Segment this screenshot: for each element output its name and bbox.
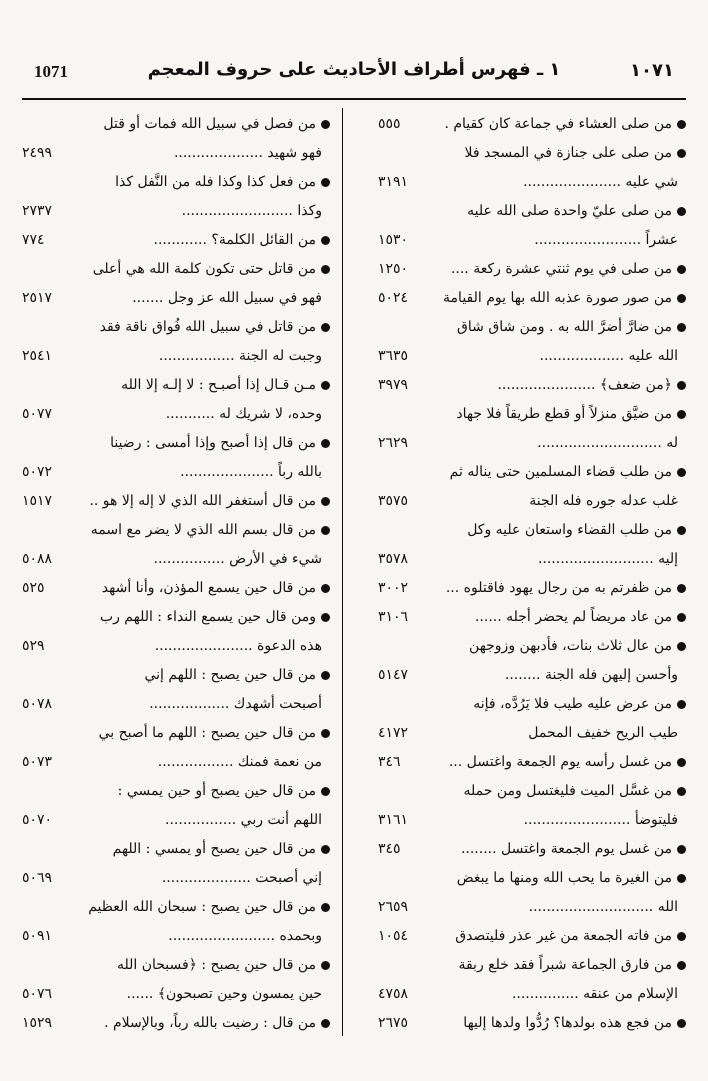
entry-text: الإسلام من عنقه ...............	[511, 986, 678, 1002]
entry-text: من ضيَّق منزلاً أو قطع طريقاً فلا جهاد	[456, 406, 672, 422]
header-rule	[22, 98, 686, 100]
entry-line	[20, 690, 328, 719]
index-entry	[376, 400, 684, 458]
entry-text: وحده، لا شريك له ...........	[165, 406, 322, 422]
entry-line	[376, 110, 684, 139]
index-entry	[376, 922, 684, 951]
entry-line	[376, 197, 684, 226]
entry-text: من قال إذا أصبح وإذا أمسى : رضينا	[110, 435, 316, 451]
entry-line	[20, 458, 328, 487]
entry-text: بالله رباً .....................	[180, 464, 322, 480]
index-entry	[20, 777, 328, 835]
index-entry	[20, 719, 328, 777]
entry-text: من صور صورة عذبه الله بها يوم القيامة	[443, 290, 672, 306]
entry-line	[20, 139, 328, 168]
entry-line	[376, 226, 684, 255]
entry-text: من غسل رأسه يوم الجمعة واغتسل ...	[448, 754, 672, 770]
entry-text: من غسل يوم الجمعة واغتسل ........	[460, 841, 672, 857]
entry-text: من طلب القضاء واستعان عليه وكل	[467, 522, 672, 538]
entry-text: عشراً ........................	[534, 232, 678, 248]
index-entry	[376, 951, 684, 1009]
entry-line	[20, 197, 328, 226]
entry-text: طيب الريح خفيف المحمل	[528, 725, 678, 741]
entry-line	[20, 835, 328, 864]
hadith-number: ٣٤٥	[378, 841, 401, 857]
entry-line	[376, 139, 684, 168]
entry-line	[376, 342, 684, 371]
entry-line	[376, 255, 684, 284]
entry-line	[376, 168, 684, 197]
entry-text: من فارق الجماعة شبراً فقد خلع ربقة	[458, 957, 672, 973]
entry-line	[20, 748, 328, 777]
entry-line	[376, 980, 684, 1009]
hadith-number: ٣٤٦	[378, 754, 401, 770]
hadith-number: ٥٠٨٨	[22, 551, 53, 567]
entry-line	[20, 168, 328, 197]
entry-text: من غسَّل الميت فليغتسل ومن حمله	[463, 783, 672, 799]
index-entry	[20, 371, 328, 429]
entry-text: من ضارَّ أضرَّ الله به . ومن شاق شاق	[457, 319, 672, 335]
index-entry	[20, 487, 328, 516]
entry-text: من قاتل في سبيل الله فُواق ناقة فقد	[99, 319, 316, 335]
entry-line	[376, 632, 684, 661]
left-column	[20, 110, 328, 1041]
hadith-number: ٥٠٧٠	[22, 812, 53, 828]
entry-text: الله ............................	[528, 899, 678, 915]
hadith-number: ٥٠٧٣	[22, 754, 53, 770]
entry-line	[20, 1009, 328, 1038]
page-header	[28, 50, 680, 94]
entry-text: من صلى عليّ واحدة صلى الله عليه	[467, 203, 672, 219]
entry-text: له ............................	[537, 435, 678, 451]
index-entry	[20, 893, 328, 951]
entry-text: إليه ..........................	[537, 551, 678, 567]
index-entry	[376, 1009, 684, 1038]
entry-text: من طلب قضاء المسلمين حتى يناله ثم	[449, 464, 672, 480]
entry-line	[376, 371, 684, 400]
entry-text: من صلى على جنازة في المسجد فلا	[464, 145, 672, 161]
entry-text: من قال أستغفر الله الذي لا إله إلا هو ..	[89, 493, 316, 509]
entry-text: من ظفرتم به من رجال يهود فاقتلوه ...	[445, 580, 672, 596]
hadith-number: ٥٠٧٦	[22, 986, 53, 1002]
entry-text: من قال بسم الله الذي لا يضر مع اسمه	[90, 522, 316, 538]
entry-line	[20, 777, 328, 806]
index-entry	[20, 168, 328, 226]
index-entry	[376, 255, 684, 284]
index-entry	[376, 458, 684, 516]
entry-line	[376, 458, 684, 487]
index-entry	[20, 255, 328, 313]
right-column	[376, 110, 684, 1041]
entry-line	[20, 719, 328, 748]
entry-text: من فصل في سبيل الله فمات أو قتل	[103, 116, 316, 132]
entry-line	[376, 864, 684, 893]
entry-text: حين يمسون وحين تصبحون﴾ ......	[126, 986, 322, 1002]
entry-text: من قال حين يصبح أو يمسي : اللهم	[112, 841, 316, 857]
entry-line	[20, 226, 328, 255]
hadith-number: ٥٠٦٩	[22, 870, 53, 886]
entry-line	[376, 284, 684, 313]
entry-line	[20, 110, 328, 139]
entry-text: فهو شهيد ....................	[173, 145, 322, 161]
entry-line	[20, 632, 328, 661]
entry-line	[376, 922, 684, 951]
entry-line	[376, 574, 684, 603]
hadith-number: ٥٥٥	[378, 116, 401, 132]
entry-line	[376, 835, 684, 864]
hadith-number: ١٥٣٠	[378, 232, 409, 248]
entry-text: اللهم أنت ربي ................	[165, 812, 322, 828]
entry-line	[20, 574, 328, 603]
entry-line	[20, 864, 328, 893]
entry-text: من قاتل حتى تكون كلمة الله هي أعلى	[92, 261, 316, 277]
entry-line	[376, 1009, 684, 1038]
index-entry	[20, 110, 328, 168]
hadith-number: ٣٠٠٢	[378, 580, 409, 596]
entry-line	[20, 371, 328, 400]
index-entry	[376, 777, 684, 835]
entry-text: شي عليه ......................	[523, 174, 678, 190]
entry-text: من صلى العشاء في جماعة كان كقيام .	[444, 116, 672, 132]
index-entry	[20, 661, 328, 719]
entry-text: من فعل كذا وكذا فله من النَّفل كذا	[115, 174, 316, 190]
entry-line	[376, 806, 684, 835]
entry-text: ومن قال حين يسمع النداء : اللهم رب	[99, 609, 316, 625]
index-entry	[376, 284, 684, 313]
page-number-arabic: ١٠٧١	[630, 60, 674, 81]
entry-line	[20, 400, 328, 429]
hadith-number: ٤٧٥٨	[378, 986, 409, 1002]
entry-line	[376, 429, 684, 458]
entry-text: من القائل الكلمة؟ ............	[153, 232, 316, 248]
entry-text: من عال ثلاث بنات، فأدبهن وزوجهن	[469, 638, 672, 654]
entry-line	[20, 487, 328, 516]
hadith-number: ٢٦٥٩	[378, 899, 409, 915]
hadith-number: ٥٢٥	[22, 580, 45, 596]
index-entry	[20, 1009, 328, 1038]
hadith-number: ٣٥٧٨	[378, 551, 409, 567]
entry-line	[20, 922, 328, 951]
hadith-number: ٣١٦١	[378, 812, 409, 828]
entry-line	[20, 516, 328, 545]
entry-line	[376, 487, 684, 516]
index-entry	[20, 603, 328, 661]
entry-text: من عرض عليه طيب فلا يَرُدَّه، فإنه	[473, 696, 672, 712]
hadith-number: ٥٠٧٧	[22, 406, 53, 422]
index-entry	[376, 603, 684, 632]
hadith-number: ٧٧٤	[22, 232, 45, 248]
hadith-number: ٥١٤٧	[378, 667, 409, 683]
entry-line	[376, 400, 684, 429]
entry-text: من نعمة فمنك .................	[157, 754, 322, 770]
entry-text: من قال حين يصبح : ﴿فسبحان الله	[116, 957, 316, 973]
entry-line	[20, 342, 328, 371]
entry-line	[376, 690, 684, 719]
entry-line	[376, 516, 684, 545]
entry-text: شيء في الأرض ................	[153, 551, 322, 567]
hadith-number: ٣٩٧٩	[378, 377, 409, 393]
entry-text: فهو في سبيل الله عز وجل .......	[132, 290, 322, 306]
hadith-number: ٢٥٤١	[22, 348, 53, 364]
entry-text: من صلى في يوم ثنتي عشرة ركعة ....	[450, 261, 672, 277]
entry-text: من عاد مريضاً لم يحضر أجله ......	[474, 609, 672, 625]
entry-text: غلب عدله جوره فله الجنة	[529, 493, 678, 509]
index-entry	[376, 371, 684, 400]
entry-text: من الغيرة ما يحب الله ومنها ما يبغض	[456, 870, 672, 886]
entry-text: فليتوضأ ........................	[523, 812, 678, 828]
entry-text: من قال حين يصبح أو حين يمسي :	[117, 783, 316, 799]
entry-line	[376, 893, 684, 922]
index-entry	[376, 632, 684, 690]
running-title: ١ ـ فهرس أطراف الأحاديث على حروف المعجم	[147, 59, 561, 80]
entry-line	[376, 951, 684, 980]
index-entry	[20, 516, 328, 574]
entry-text: وبحمده ........................	[168, 928, 322, 944]
entry-text: من قال حين يسمع المؤذن، وأنا أشهد	[101, 580, 316, 596]
entry-text: من فاته الجمعة من غير عذر فليتصدق	[455, 928, 672, 944]
index-entry	[376, 835, 684, 864]
entry-line	[376, 748, 684, 777]
entry-text: أصبحت أشهدك ..................	[149, 696, 322, 712]
page-number-latin: 1071	[34, 62, 68, 81]
entry-line	[20, 603, 328, 632]
hadith-number: ٢٤٩٩	[22, 145, 53, 161]
hadith-number: ٣١٩١	[378, 174, 409, 190]
index-entry	[20, 574, 328, 603]
hadith-number: ١٥٢٩	[22, 1015, 53, 1031]
index-entry	[20, 313, 328, 371]
index-entry	[376, 197, 684, 255]
index-entry	[376, 574, 684, 603]
entry-line	[376, 545, 684, 574]
entry-line	[20, 806, 328, 835]
index-entry	[376, 313, 684, 371]
entry-line	[20, 545, 328, 574]
entry-line	[20, 893, 328, 922]
hadith-number: ٥٠٧٢	[22, 464, 53, 480]
hadith-number: ٢٥١٧	[22, 290, 53, 306]
entry-text: من قال حين يصبح : اللهم ما أصبح بي	[98, 725, 316, 741]
hadith-number: ٥٢٩	[22, 638, 45, 654]
entry-text: من قال : رضيت بالله رباً، وبالإسلام .	[104, 1015, 316, 1031]
entry-text: وأحسن إليهن فله الجنة ........	[504, 667, 678, 683]
hadith-number: ٥٠٢٤	[378, 290, 409, 306]
index-entry	[376, 139, 684, 197]
entry-line	[20, 661, 328, 690]
entry-line	[376, 661, 684, 690]
entry-line	[376, 603, 684, 632]
entry-text: إني أصبحت ....................	[161, 870, 322, 886]
entry-text: وكذا .........................	[181, 203, 322, 219]
entry-line	[20, 255, 328, 284]
index-entry	[20, 429, 328, 487]
entry-line	[20, 980, 328, 1009]
hadith-number: ١٢٥٠	[378, 261, 409, 277]
entry-line	[20, 313, 328, 342]
hadith-number: ٣٦٣٥	[378, 348, 409, 364]
hadith-number: ٥٠٩١	[22, 928, 53, 944]
entry-line	[20, 429, 328, 458]
index-entry	[20, 951, 328, 1009]
hadith-number: ١٥١٧	[22, 493, 53, 509]
entry-line	[376, 777, 684, 806]
index-entry	[376, 864, 684, 922]
entry-text: من قال حين يصبح : سبحان الله العظيم	[88, 899, 316, 915]
hadith-number: ٢٦٢٩	[378, 435, 409, 451]
index-entry	[20, 835, 328, 893]
entry-text: الله عليه ...................	[539, 348, 678, 364]
entry-line	[376, 719, 684, 748]
index-entry	[376, 516, 684, 574]
entry-text: ﴿من ضعف﴾ ......................	[497, 377, 672, 393]
entry-text: هذه الدعوة ......................	[154, 638, 322, 654]
index-entry	[20, 226, 328, 255]
entry-line	[20, 951, 328, 980]
index-entry	[376, 690, 684, 748]
hadith-number: ١٠٥٤	[378, 928, 409, 944]
column-divider	[342, 108, 343, 1036]
hadith-number: ٤١٧٢	[378, 725, 409, 741]
hadith-number: ٢٧٣٧	[22, 203, 53, 219]
entry-text: مـن قـال إذا أصبـح : لا إلـه إلا الله	[121, 377, 316, 393]
hadith-number: ٥٠٧٨	[22, 696, 53, 712]
index-entry	[376, 748, 684, 777]
entry-text: وجبت له الجنة .................	[158, 348, 322, 364]
entry-text: من قال حين يصبح : اللهم إني	[144, 667, 316, 683]
entry-text: من فجع هذه بولدها؟ رُدُّوا ولدها إليها	[463, 1015, 672, 1031]
hadith-number: ٣٥٧٥	[378, 493, 409, 509]
entry-line	[376, 313, 684, 342]
hadith-number: ٣١٠٦	[378, 609, 409, 625]
index-entry	[376, 110, 684, 139]
hadith-number: ٢٦٧٥	[378, 1015, 409, 1031]
entry-line	[20, 284, 328, 313]
